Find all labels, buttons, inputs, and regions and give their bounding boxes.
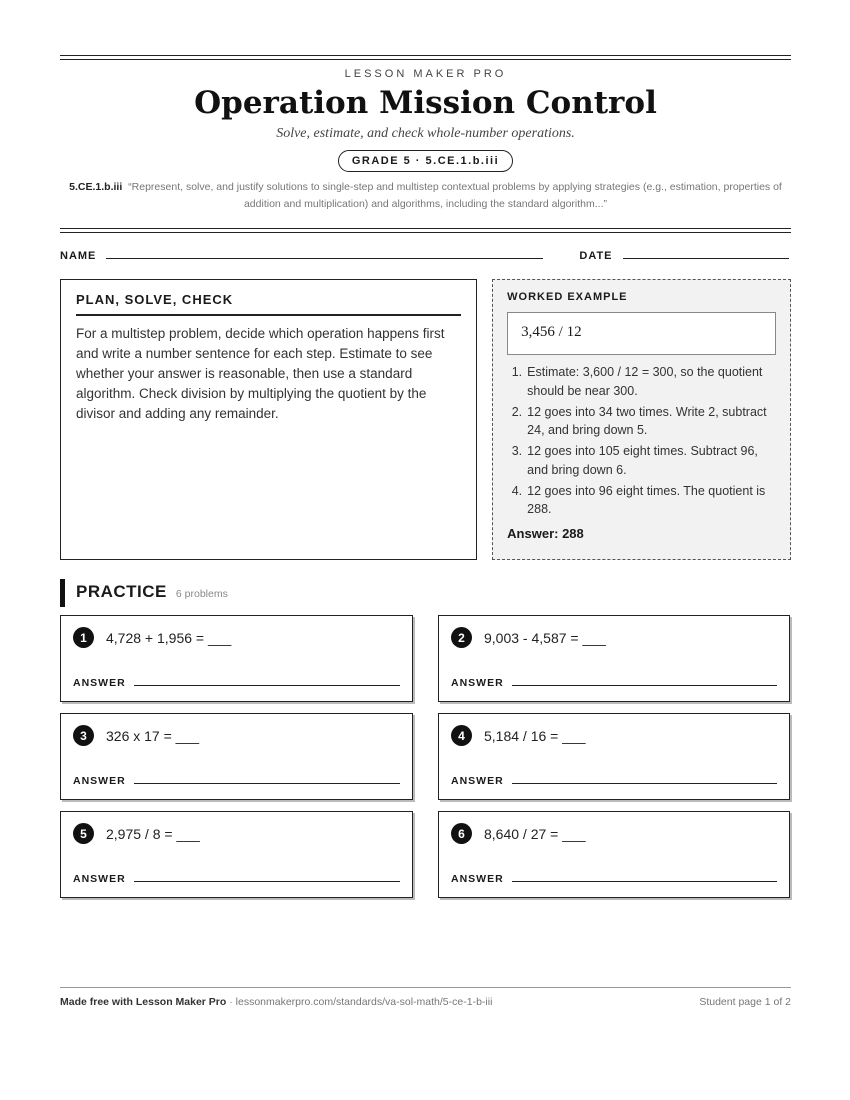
plan-title: PLAN, SOLVE, CHECK	[76, 292, 461, 316]
worked-example-steps	[507, 363, 776, 519]
answer-label: ANSWER	[73, 873, 126, 885]
answer-field[interactable]	[512, 685, 777, 686]
problem-number-badge: 6	[451, 823, 472, 844]
worked-example-answer: Answer: 288	[507, 525, 584, 541]
problem-card	[438, 615, 790, 702]
answer-field[interactable]	[134, 685, 400, 686]
worked-example-problem: 3,456 / 12	[507, 312, 776, 355]
date-field[interactable]	[623, 258, 789, 259]
step-item: 3. 12 goes into 105 eight times. Subtract 96, and bring down 6.	[511, 444, 758, 477]
answer-field[interactable]	[134, 881, 400, 882]
worked-example-box	[492, 279, 791, 560]
page-subtitle: Solve, estimate, and check whole-number operations.	[276, 126, 575, 141]
problem-card	[438, 811, 790, 898]
footer-credit	[60, 996, 492, 1008]
footer-url[interactable]: · lessonmakerpro.com/standards/va-sol-math/5-ce-1-b-iii	[226, 996, 493, 1008]
answer-label: ANSWER	[451, 677, 504, 689]
problem-text: 326 x 17 = ___	[106, 727, 200, 744]
plan-text: For a multistep problem, decide which operation happens first and write a number sentence for each step. Estimate to see whether your answer is reasonable, then use a standard algorithm. Check division by multiplying the quotient by the divisor and adding any remainder.	[76, 326, 445, 421]
answer-label: ANSWER	[73, 775, 126, 787]
name-field[interactable]	[106, 258, 543, 259]
step-item: 2. 12 goes into 34 two times. Write 2, subtract 24, and bring down 5.	[511, 404, 767, 437]
problem-card	[60, 615, 413, 702]
answer-label: ANSWER	[451, 873, 504, 885]
step-item: 1. Estimate: 3,600 / 12 = 300, so the quotient should be near 300.	[511, 365, 763, 398]
name-date-row	[60, 250, 791, 262]
standard-code: 5.CE.1.b.iii	[69, 181, 123, 193]
problem-text: 2,975 / 8 = ___	[106, 825, 200, 842]
standard-description	[60, 179, 791, 213]
worksheet-page	[60, 55, 791, 898]
footer-made-with: Made free with Lesson Maker Pro	[60, 996, 227, 1008]
problem-text: 4,728 + 1,956 = ___	[106, 629, 232, 646]
header-bottom-rule	[60, 228, 791, 233]
date-label: DATE	[579, 250, 613, 262]
page-footer	[60, 987, 791, 1008]
problem-card	[438, 713, 790, 800]
standard-text: “Represent, solve, and justify solutions to single-step and multistep contextual problems by applying strategies (e.g., estimation, properties of addition and multiplication) and algorithms, including the standard algorithm...”	[128, 181, 782, 210]
answer-label: ANSWER	[73, 677, 126, 689]
problem-text: 5,184 / 16 = ___	[484, 727, 586, 744]
grade-badge: GRADE 5 · 5.CE.1.b.iii	[338, 150, 513, 172]
practice-title: PRACTICE	[76, 582, 167, 601]
page-title: Operation Mission Control	[194, 85, 657, 121]
problem-number-badge: 4	[451, 725, 472, 746]
instruction-section	[60, 279, 791, 560]
practice-count: 6 problems	[175, 588, 228, 600]
name-label: NAME	[60, 250, 97, 262]
problem-text: 9,003 - 4,587 = ___	[484, 629, 606, 646]
footer-page-number: Student page 1 of 2	[699, 996, 791, 1008]
practice-grid	[60, 615, 791, 898]
plan-solve-check-box	[60, 279, 477, 560]
problem-card	[60, 713, 413, 800]
problem-number-badge: 5	[73, 823, 94, 844]
problem-text: 8,640 / 27 = ___	[484, 825, 586, 842]
problem-number-badge: 2	[451, 627, 472, 648]
answer-field[interactable]	[512, 881, 777, 882]
problem-number-badge: 3	[73, 725, 94, 746]
answer-label: ANSWER	[451, 775, 504, 787]
problem-number-badge: 1	[73, 627, 94, 648]
problem-card	[60, 811, 413, 898]
header-top-rule	[60, 55, 791, 60]
practice-header	[60, 579, 791, 607]
brand-name: LESSON MAKER PRO	[344, 68, 507, 80]
step-item: 4. 12 goes into 96 eight times. The quotient is 288.	[511, 483, 766, 516]
worked-example-title: WORKED EXAMPLE	[507, 291, 628, 303]
answer-field[interactable]	[134, 783, 400, 784]
answer-field[interactable]	[512, 783, 777, 784]
